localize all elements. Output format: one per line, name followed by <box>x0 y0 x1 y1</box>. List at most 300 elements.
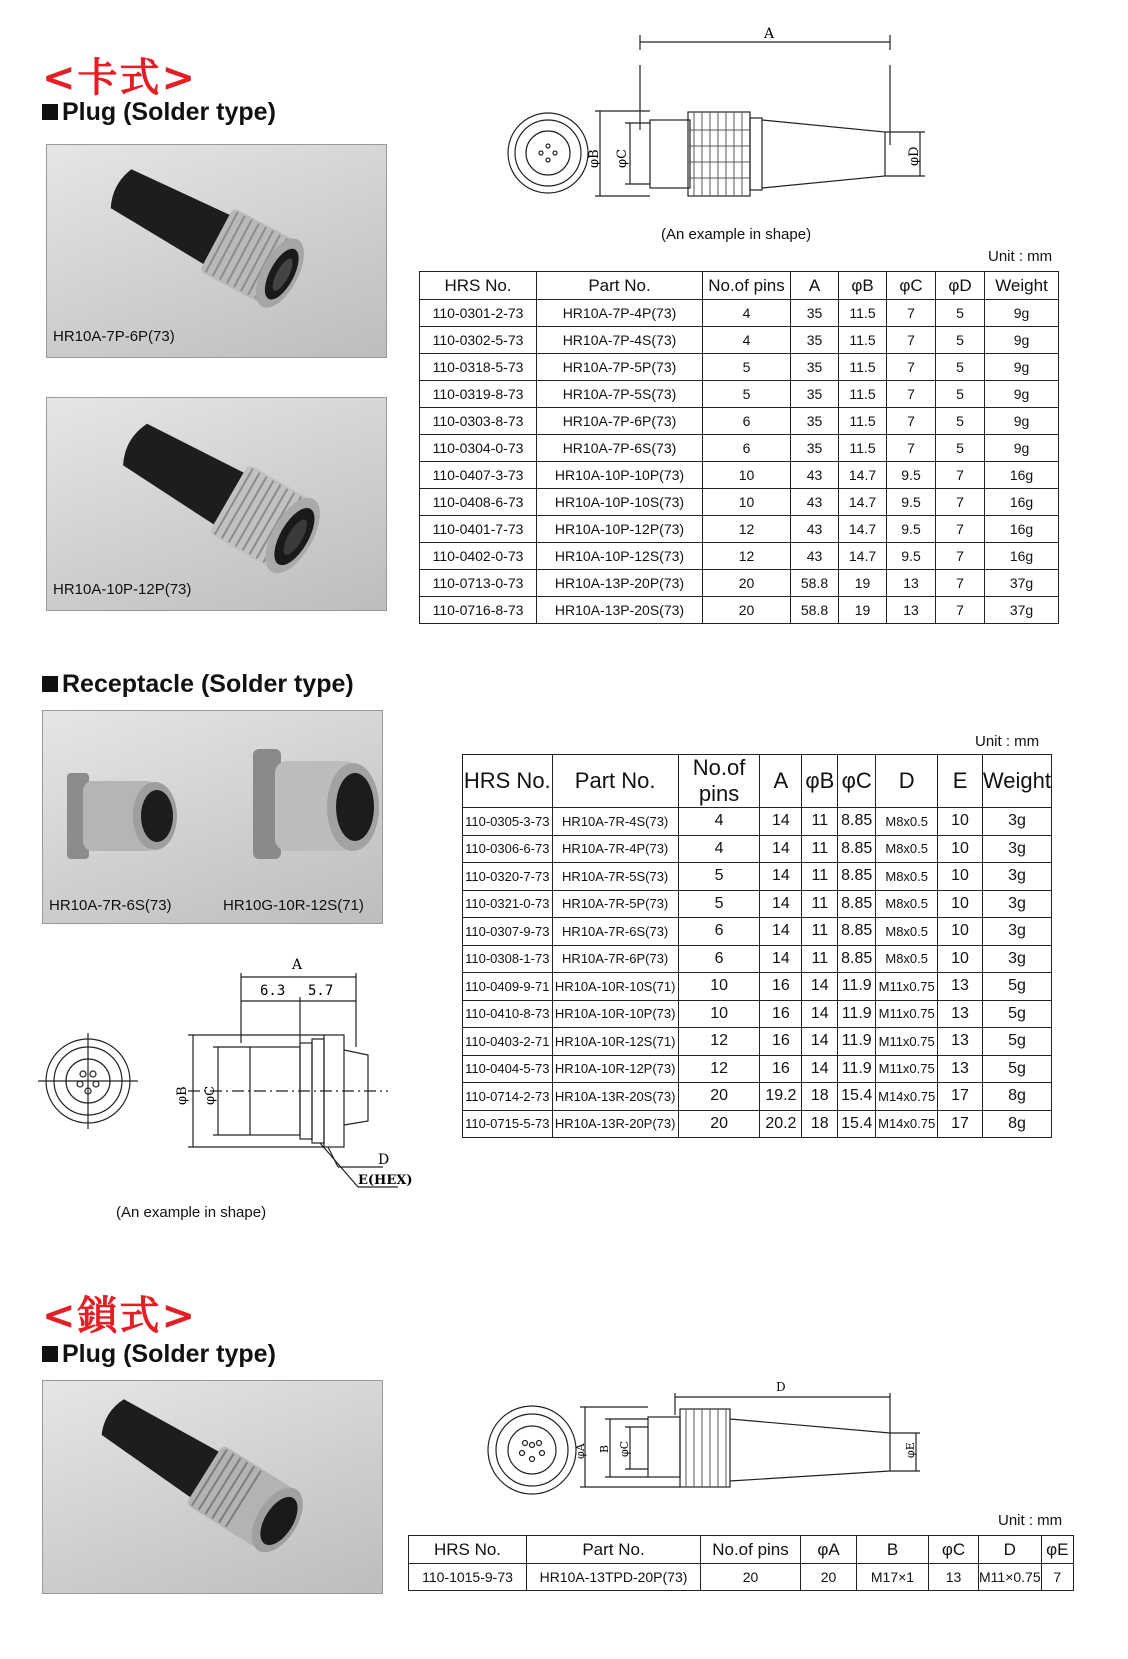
table-cell: 43 <box>791 543 839 570</box>
table-cell: 16 <box>760 1028 802 1056</box>
table-cell: 20.2 <box>760 1110 802 1138</box>
table-cell: HR10A-13R-20S(73) <box>552 1083 678 1111</box>
table-row <box>463 973 1052 1001</box>
table-cell: 7 <box>887 327 936 354</box>
table-cell: 5g <box>982 1000 1051 1028</box>
table-cell: 3g <box>982 863 1051 891</box>
table-row <box>420 489 1059 516</box>
table-cell: M14x0.75 <box>876 1110 938 1138</box>
table-cell: 10 <box>678 973 760 1001</box>
table-cell: 7 <box>936 489 985 516</box>
table-cell: 8g <box>982 1110 1051 1138</box>
table-cell: 5 <box>678 890 760 918</box>
table-cell: 4 <box>703 300 791 327</box>
table-cell: HR10A-10R-12P(73) <box>552 1055 678 1083</box>
table-cell: 19 <box>839 597 887 624</box>
table-cell: 14 <box>802 973 838 1001</box>
table-cell: 12 <box>703 516 791 543</box>
table-cell: 7 <box>936 543 985 570</box>
photo1-caption: HR10A-7P-6P(73) <box>53 328 175 345</box>
table-cell: 11.5 <box>839 354 887 381</box>
column-header: Weight <box>982 755 1051 808</box>
table-cell: 5 <box>936 354 985 381</box>
table-row <box>463 1000 1052 1028</box>
table-cell: HR10A-13P-20S(73) <box>537 597 703 624</box>
table-cell: M8x0.5 <box>876 835 938 863</box>
table-row <box>463 945 1052 973</box>
dim-d-label: D <box>378 1152 390 1168</box>
column-header: HRS No. <box>463 755 553 808</box>
receptacle-spec-table <box>462 754 1052 1138</box>
connector-photo-illustration <box>43 1381 382 1593</box>
dim-d-label: D <box>776 1380 786 1394</box>
table-cell: M8x0.5 <box>876 808 938 836</box>
table-cell: 18 <box>802 1083 838 1111</box>
table-cell: M8x0.5 <box>876 863 938 891</box>
table-cell: 15.4 <box>838 1110 876 1138</box>
drawing1-caption: (An example in shape) <box>661 226 812 243</box>
table-cell: 7 <box>887 408 936 435</box>
table-cell: 16g <box>985 462 1059 489</box>
table-cell: 14.7 <box>839 489 887 516</box>
table-cell: 19.2 <box>760 1083 802 1111</box>
table-cell: 14 <box>760 863 802 891</box>
table-cell: 3g <box>982 918 1051 946</box>
table-cell: 20 <box>701 1564 801 1591</box>
table-cell: 5 <box>936 327 985 354</box>
dim-d-label: φD <box>907 146 922 166</box>
table-cell: M11x0.75 <box>876 973 938 1001</box>
table-cell: 110-0402-0-73 <box>420 543 537 570</box>
table-cell: 110-0308-1-73 <box>463 945 553 973</box>
section1-title: Plug (Solder type) <box>42 98 276 127</box>
table-cell: 3g <box>982 890 1051 918</box>
table-cell: 15.4 <box>838 1083 876 1111</box>
table-header-row <box>409 1536 1074 1564</box>
table-cell: 10 <box>938 945 983 973</box>
square-bullet-icon <box>42 676 58 692</box>
table-cell: 20 <box>703 570 791 597</box>
table-cell: 11 <box>802 890 838 918</box>
table-cell: 6 <box>703 435 791 462</box>
table-cell: 20 <box>801 1564 857 1591</box>
table-cell: 20 <box>678 1110 760 1138</box>
column-header: φB <box>839 272 887 300</box>
table-cell: 9g <box>985 381 1059 408</box>
table-cell: 14 <box>802 1055 838 1083</box>
table-cell: 7 <box>887 300 936 327</box>
table-cell: 110-0306-6-73 <box>463 835 553 863</box>
column-header: Weight <box>985 272 1059 300</box>
table-cell: 13 <box>938 973 983 1001</box>
table-cell: 10 <box>703 462 791 489</box>
table-cell: HR10A-7P-6S(73) <box>537 435 703 462</box>
table-cell: 16 <box>760 1055 802 1083</box>
photo-plug-10p <box>46 397 387 611</box>
table-cell: 3g <box>982 945 1051 973</box>
table-cell: HR10A-7P-5S(73) <box>537 381 703 408</box>
table-cell: 7 <box>936 462 985 489</box>
table-cell: HR10A-7R-6P(73) <box>552 945 678 973</box>
table-cell: 5g <box>982 1028 1051 1056</box>
table-cell: HR10A-10R-10P(73) <box>552 1000 678 1028</box>
table-cell: 43 <box>791 462 839 489</box>
table-cell: 14 <box>802 1000 838 1028</box>
table-cell: M8x0.5 <box>876 918 938 946</box>
table-cell: 7 <box>887 354 936 381</box>
table-cell: 5 <box>936 381 985 408</box>
table-cell: 5 <box>703 354 791 381</box>
table-cell: 19 <box>839 570 887 597</box>
table-cell: 11.9 <box>838 1000 876 1028</box>
table-cell: 10 <box>938 808 983 836</box>
plug-spec-table <box>419 271 1059 624</box>
table-cell: 110-0318-5-73 <box>420 354 537 381</box>
table-cell: M11×0.75 <box>979 1564 1042 1591</box>
table-cell: 43 <box>791 516 839 543</box>
receptacle-dimension-drawing <box>38 955 428 1200</box>
table-cell: 14 <box>760 890 802 918</box>
table-cell: 8.85 <box>838 808 876 836</box>
table-cell: 9.5 <box>887 516 936 543</box>
table-row <box>420 597 1059 624</box>
table-row <box>420 327 1059 354</box>
table-cell: 110-0407-3-73 <box>420 462 537 489</box>
column-header: φA <box>801 1536 857 1564</box>
table-cell: 35 <box>791 435 839 462</box>
table-cell: 110-0401-7-73 <box>420 516 537 543</box>
table-cell: 7 <box>936 516 985 543</box>
table-cell: 37g <box>985 570 1059 597</box>
table-cell: 8.85 <box>838 890 876 918</box>
table-cell: HR10A-10R-10S(71) <box>552 973 678 1001</box>
table-cell: 10 <box>938 863 983 891</box>
table-cell: 12 <box>678 1028 760 1056</box>
table-cell: 11.5 <box>839 408 887 435</box>
lock-plug-spec-table <box>408 1535 1074 1591</box>
dim-e-label: E(HEX) <box>358 1173 413 1188</box>
table-cell: M11x0.75 <box>876 1000 938 1028</box>
table-cell: 4 <box>678 835 760 863</box>
table-cell: HR10A-7R-5P(73) <box>552 890 678 918</box>
table-cell: HR10A-7P-4S(73) <box>537 327 703 354</box>
table-cell: 16g <box>985 543 1059 570</box>
receptacle-photo-caption-left: HR10A-7R-6S(73) <box>49 897 172 914</box>
table-cell: 110-0304-0-73 <box>420 435 537 462</box>
table-cell: HR10A-10P-10S(73) <box>537 489 703 516</box>
column-header: Part No. <box>552 755 678 808</box>
table-header-row <box>463 755 1052 808</box>
table-cell: 110-0716-8-73 <box>420 597 537 624</box>
table-cell: 9g <box>985 408 1059 435</box>
table-cell: HR10A-7P-6P(73) <box>537 408 703 435</box>
table-cell: 7 <box>887 435 936 462</box>
table-row <box>463 918 1052 946</box>
table-cell: HR10A-13R-20P(73) <box>552 1110 678 1138</box>
table-row <box>420 462 1059 489</box>
table-cell: HR10A-10P-10P(73) <box>537 462 703 489</box>
column-header: No.of pins <box>701 1536 801 1564</box>
table-cell: 5 <box>936 300 985 327</box>
table-cell: 11.9 <box>838 973 876 1001</box>
table-cell: 110-0307-9-73 <box>463 918 553 946</box>
table-cell: 110-0409-9-71 <box>463 973 553 1001</box>
dim-c-label: φC <box>203 1085 218 1105</box>
table-cell: 14.7 <box>839 516 887 543</box>
table-header-row <box>420 272 1059 300</box>
table-cell: 35 <box>791 354 839 381</box>
column-header: φC <box>887 272 936 300</box>
column-header: φD <box>936 272 985 300</box>
table-cell: 16 <box>760 973 802 1001</box>
table-cell: M11x0.75 <box>876 1028 938 1056</box>
table-cell: 35 <box>791 381 839 408</box>
table-row <box>420 354 1059 381</box>
section1-cn-title: <卡式> <box>42 55 198 101</box>
column-header: E <box>938 755 983 808</box>
column-header: No.of pins <box>703 272 791 300</box>
table-cell: HR10A-7P-4P(73) <box>537 300 703 327</box>
receptacle-photo-illustration <box>43 711 382 923</box>
table3-unit: Unit : mm <box>998 1512 1063 1529</box>
table2-unit: Unit : mm <box>975 733 1040 750</box>
column-header: D <box>876 755 938 808</box>
table-cell: 9g <box>985 327 1059 354</box>
table-cell: 7 <box>887 381 936 408</box>
dim-e-label: φE <box>904 1442 917 1458</box>
table-cell: 110-0714-2-73 <box>463 1083 553 1111</box>
column-header: φC <box>838 755 876 808</box>
table-cell: 110-0715-5-73 <box>463 1110 553 1138</box>
table-cell: 5 <box>936 435 985 462</box>
table-cell: 9.5 <box>887 462 936 489</box>
square-bullet-icon <box>42 1346 58 1362</box>
table-cell: 16g <box>985 516 1059 543</box>
table-cell: 11.5 <box>839 327 887 354</box>
table-cell: 9g <box>985 354 1059 381</box>
table-cell: 11 <box>802 918 838 946</box>
table-row <box>420 570 1059 597</box>
table1-unit: Unit : mm <box>988 248 1053 265</box>
table-cell: HR10A-7R-4S(73) <box>552 808 678 836</box>
table-cell: M14x0.75 <box>876 1083 938 1111</box>
table-cell: HR10A-7R-5S(73) <box>552 863 678 891</box>
photo2-caption: HR10A-10P-12P(73) <box>53 581 192 598</box>
section2-title: Receptacle (Solder type) <box>42 670 354 699</box>
table-cell: 11.5 <box>839 300 887 327</box>
table-cell: 13 <box>929 1564 979 1591</box>
table-cell: 5 <box>678 863 760 891</box>
table-cell: 9g <box>985 300 1059 327</box>
table-cell: 110-0301-2-73 <box>420 300 537 327</box>
table-cell: 8.85 <box>838 918 876 946</box>
plug-dimension-drawing <box>500 20 980 220</box>
receptacle-photo-caption-right: HR10G-10R-12S(71) <box>223 897 364 914</box>
table-cell: 11.9 <box>838 1055 876 1083</box>
table-cell: 110-0319-8-73 <box>420 381 537 408</box>
photo-receptacles <box>42 710 383 924</box>
table-cell: 14 <box>760 945 802 973</box>
table-cell: 110-0320-7-73 <box>463 863 553 891</box>
table-cell: 9g <box>985 435 1059 462</box>
column-header: Part No. <box>527 1536 701 1564</box>
table-cell: M11x0.75 <box>876 1055 938 1083</box>
table-cell: M8x0.5 <box>876 890 938 918</box>
table-cell: 110-0713-0-73 <box>420 570 537 597</box>
table-cell: 5 <box>936 408 985 435</box>
table-cell: 6 <box>703 408 791 435</box>
table-cell: 7 <box>936 570 985 597</box>
table-cell: 5g <box>982 973 1051 1001</box>
table-cell: 5g <box>982 1055 1051 1083</box>
dim-b-label: φB <box>587 149 602 168</box>
table-cell: 10 <box>938 890 983 918</box>
dim-a-label: φA <box>574 1443 587 1459</box>
table-cell: 35 <box>791 408 839 435</box>
table-cell: HR10A-10R-12S(71) <box>552 1028 678 1056</box>
table-cell: 14 <box>760 808 802 836</box>
table-cell: 8.85 <box>838 945 876 973</box>
table-cell: 110-0302-5-73 <box>420 327 537 354</box>
table-cell: 110-0408-6-73 <box>420 489 537 516</box>
table-cell: 43 <box>791 489 839 516</box>
table-cell: 11.5 <box>839 381 887 408</box>
column-header: Part No. <box>537 272 703 300</box>
photo-lock-plug <box>42 1380 383 1594</box>
table-cell: 16 <box>760 1000 802 1028</box>
table-cell: 4 <box>678 808 760 836</box>
table-cell: 11.9 <box>838 1028 876 1056</box>
section3-title: Plug (Solder type) <box>42 1340 276 1369</box>
table-cell: 13 <box>887 570 936 597</box>
table-cell: 10 <box>703 489 791 516</box>
table-row <box>409 1564 1074 1591</box>
column-header: HRS No. <box>409 1536 527 1564</box>
table-row <box>463 808 1052 836</box>
column-header: A <box>760 755 802 808</box>
table-cell: 14 <box>760 918 802 946</box>
table-cell: 3g <box>982 835 1051 863</box>
table-cell: HR10A-13TPD-20P(73) <box>527 1564 701 1591</box>
table-cell: 13 <box>887 597 936 624</box>
connector-photo-illustration <box>47 398 386 610</box>
table-cell: 12 <box>703 543 791 570</box>
table-cell: HR10A-10P-12S(73) <box>537 543 703 570</box>
table-row <box>463 1028 1052 1056</box>
table-row <box>420 435 1059 462</box>
table-cell: 4 <box>703 327 791 354</box>
table-cell: 6 <box>678 945 760 973</box>
table-cell: 10 <box>938 835 983 863</box>
table-cell: 13 <box>938 1000 983 1028</box>
table-cell: 35 <box>791 300 839 327</box>
table-cell: 58.8 <box>791 570 839 597</box>
table-cell: 14.7 <box>839 462 887 489</box>
square-bullet-icon <box>42 104 58 120</box>
table-cell: 37g <box>985 597 1059 624</box>
table-cell: 110-0303-8-73 <box>420 408 537 435</box>
table-cell: 10 <box>678 1000 760 1028</box>
lock-plug-dimension-drawing <box>480 1355 960 1515</box>
table-cell: 110-0305-3-73 <box>463 808 553 836</box>
table-cell: 9.5 <box>887 543 936 570</box>
table-row <box>463 1083 1052 1111</box>
table-cell: 12 <box>678 1055 760 1083</box>
photo-plug-7p <box>46 144 387 358</box>
table-cell: 35 <box>791 327 839 354</box>
table-row <box>463 890 1052 918</box>
table-cell: 110-1015-9-73 <box>409 1564 527 1591</box>
table-row <box>463 863 1052 891</box>
table-cell: 13 <box>938 1055 983 1083</box>
column-header: A <box>791 272 839 300</box>
column-header: No.of pins <box>678 755 760 808</box>
dim-a-label: A <box>764 26 775 42</box>
table-cell: 11 <box>802 835 838 863</box>
column-header: B <box>857 1536 929 1564</box>
table-row <box>463 1110 1052 1138</box>
table-cell: 110-0403-2-71 <box>463 1028 553 1056</box>
dim-c-label: φC <box>618 1440 631 1457</box>
table-cell: 14 <box>760 835 802 863</box>
table-row <box>420 543 1059 570</box>
table-cell: 110-0404-5-73 <box>463 1055 553 1083</box>
table-cell: 11.5 <box>839 435 887 462</box>
table-cell: 6 <box>678 918 760 946</box>
table-cell: 17 <box>938 1083 983 1111</box>
column-header: D <box>979 1536 1042 1564</box>
table-cell: 14.7 <box>839 543 887 570</box>
table-cell: 16g <box>985 489 1059 516</box>
table-cell: 20 <box>678 1083 760 1111</box>
table-cell: 8g <box>982 1083 1051 1111</box>
table-cell: 11 <box>802 863 838 891</box>
column-header: φB <box>802 755 838 808</box>
table-cell: M8x0.5 <box>876 945 938 973</box>
table-cell: 9.5 <box>887 489 936 516</box>
table-row <box>463 835 1052 863</box>
table-cell: 110-0321-0-73 <box>463 890 553 918</box>
table-cell: 11 <box>802 945 838 973</box>
table-row <box>420 381 1059 408</box>
table-cell: 58.8 <box>791 597 839 624</box>
dim-c-label: φC <box>615 148 630 168</box>
dim-6-3-label: 6.3 <box>260 983 286 999</box>
table-cell: 11 <box>802 808 838 836</box>
table-cell: 7 <box>936 597 985 624</box>
connector-photo-illustration <box>47 145 386 357</box>
column-header: HRS No. <box>420 272 537 300</box>
table-cell: 18 <box>802 1110 838 1138</box>
table-cell: 8.85 <box>838 835 876 863</box>
table-cell: HR10A-13P-20P(73) <box>537 570 703 597</box>
table-cell: 14 <box>802 1028 838 1056</box>
table-cell: 7 <box>1041 1564 1073 1591</box>
table-cell: HR10A-7P-5P(73) <box>537 354 703 381</box>
column-header: φE <box>1041 1536 1073 1564</box>
table-cell: 20 <box>703 597 791 624</box>
drawing2-caption: (An example in shape) <box>116 1204 267 1221</box>
column-header: φC <box>929 1536 979 1564</box>
table-row <box>463 1055 1052 1083</box>
table-cell: 5 <box>703 381 791 408</box>
table-cell: 17 <box>938 1110 983 1138</box>
table-cell: HR10A-7R-4P(73) <box>552 835 678 863</box>
table-cell: M17×1 <box>857 1564 929 1591</box>
table-row <box>420 516 1059 543</box>
table-cell: 110-0410-8-73 <box>463 1000 553 1028</box>
table-cell: HR10A-10P-12P(73) <box>537 516 703 543</box>
